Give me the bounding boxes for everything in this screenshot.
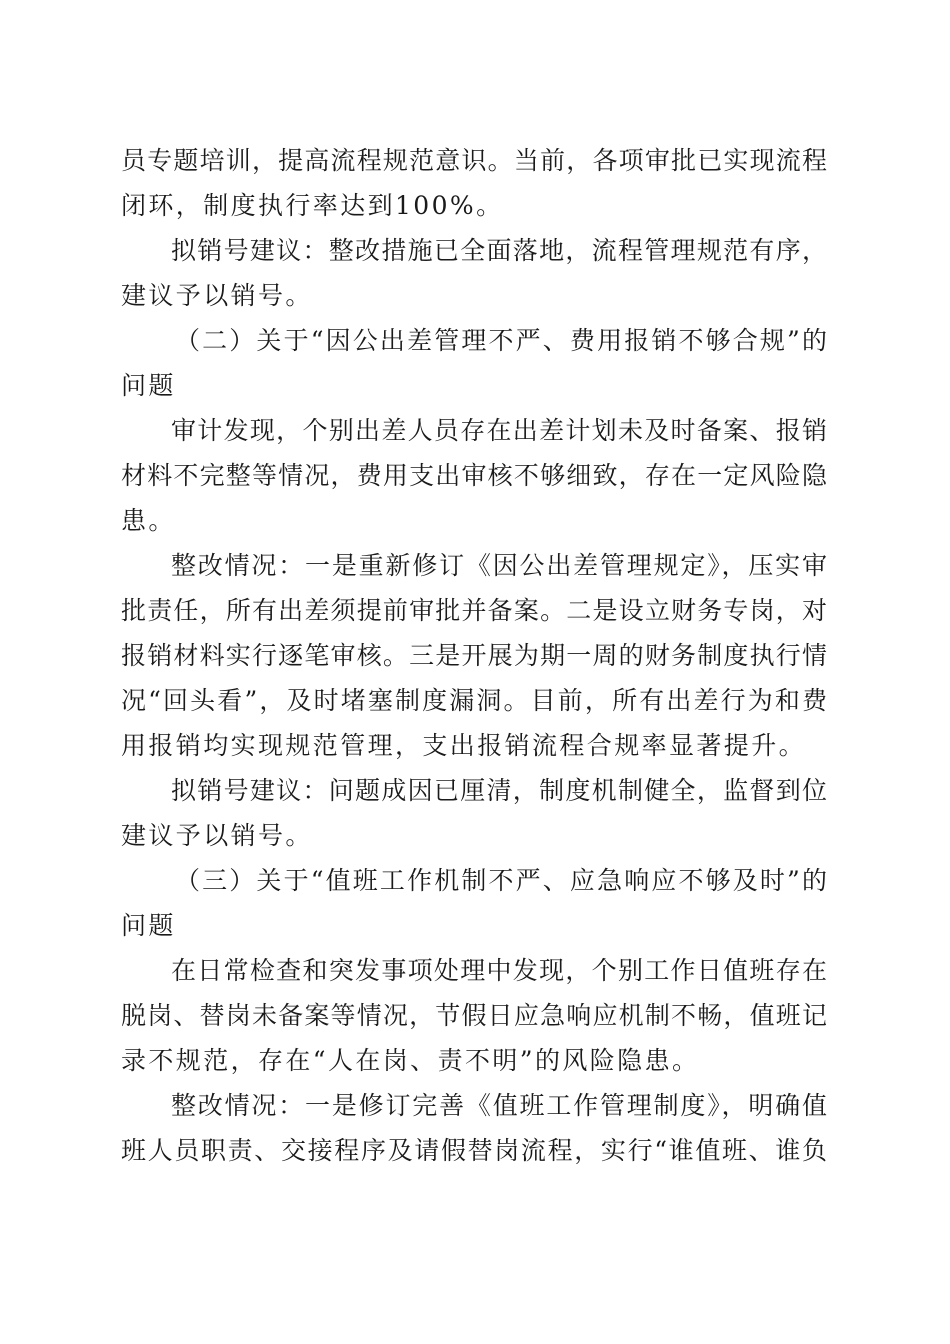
- paragraph-line: 患。: [121, 506, 176, 535]
- paragraph-line: 报销材料实行逐笔审核。三是开展为期一周的财务制度执行情: [121, 641, 827, 670]
- paragraph-line: 审计发现，个别出差人员存在出差计划未及时备案、报销: [171, 416, 827, 445]
- paragraph-line: 录不规范，存在“人在岗、责不明”的风险隐患。: [121, 1046, 700, 1075]
- section-heading-2-cont: 问题: [121, 371, 176, 400]
- paragraph-line: 况“回头看”，及时堵塞制度漏洞。目前，所有出差行为和费: [121, 686, 827, 715]
- paragraph-line: 员专题培训，提高流程规范意识。当前，各项审批已实现流程: [121, 146, 827, 175]
- paragraph-line: 闭环，制度执行率达到100%。: [121, 191, 504, 220]
- section-heading-2: （二）关于“因公出差管理不严、费用报销不够合规”的: [175, 326, 827, 355]
- section-heading-3-cont: 问题: [121, 911, 176, 940]
- section-heading-3: （三）关于“值班工作机制不严、应急响应不够及时”的: [175, 866, 827, 895]
- paragraph-line: 整改情况：一是修订完善《值班工作管理制度》，明确值: [171, 1091, 827, 1120]
- paragraph-line: 用报销均实现规范管理，支出报销流程合规率显著提升。: [121, 731, 807, 760]
- paragraph-line: 建议予以销号。: [121, 281, 313, 310]
- paragraph-line: 脱岗、替岗未备案等情况，节假日应急响应机制不畅，值班记: [121, 1001, 827, 1030]
- paragraph-line: 在日常检查和突发事项处理中发现，个别工作日值班存在: [171, 956, 827, 985]
- paragraph-line: 材料不完整等情况，费用支出审核不够细致，存在一定风险隐: [121, 461, 827, 490]
- document-body: [121, 138, 827, 1173]
- paragraph-line: 班人员职责、交接程序及请假替岗流程，实行“谁值班、谁负: [121, 1136, 827, 1165]
- paragraph-line: 拟销号建议：整改措施已全面落地，流程管理规范有序，: [171, 236, 827, 265]
- paragraph-line: 批责任，所有出差须提前审批并备案。二是设立财务专岗，对: [121, 596, 827, 625]
- paragraph-line: 整改情况：一是重新修订《因公出差管理规定》，压实审: [171, 551, 827, 580]
- paragraph-line: 建议予以销号。: [121, 821, 313, 850]
- paragraph-line: 拟销号建议：问题成因已厘清，制度机制健全，监督到位: [171, 776, 827, 805]
